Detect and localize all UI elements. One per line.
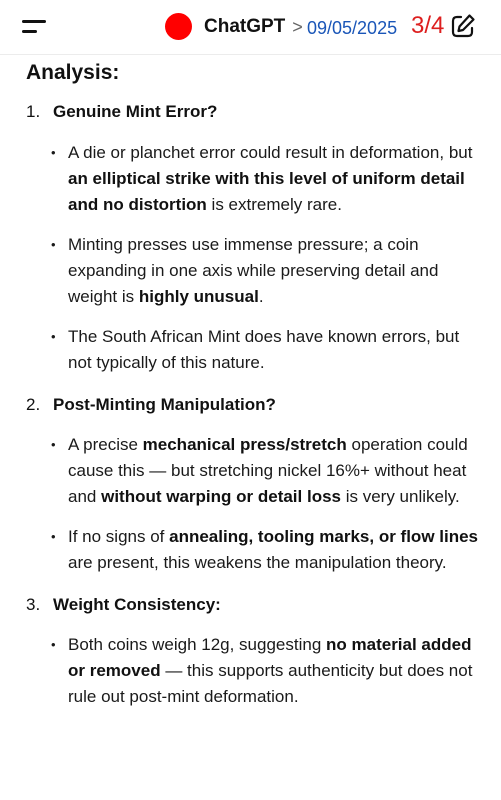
section-title bbox=[26, 393, 486, 417]
section-number: 2. bbox=[26, 395, 41, 414]
bullet-list bbox=[26, 140, 486, 376]
analysis-section bbox=[26, 100, 486, 376]
bullet-item bbox=[26, 632, 486, 710]
bullet-text: If no signs of bbox=[68, 527, 170, 546]
bullet-text: A die or planchet error could result in deformation, but bbox=[68, 143, 473, 162]
page-count: 3/4 bbox=[411, 12, 445, 39]
bold-text: highly unusual bbox=[138, 287, 259, 306]
message-content bbox=[26, 58, 486, 710]
bullet-marker: • bbox=[51, 329, 56, 344]
bullet-text: operation could cause this — but stretching nickel 16%+ without heat and bbox=[68, 435, 468, 506]
bullet-text: Both coins weigh 12g, suggesting bbox=[68, 635, 327, 654]
bullet-marker: • bbox=[51, 237, 56, 252]
analysis-section bbox=[26, 393, 486, 576]
edit-icon-svg bbox=[450, 13, 476, 39]
bullet-text: Minting presses use immense pressure; a coin expanding in one axis while preserving detail and weight is bbox=[68, 235, 439, 306]
section-title-text: Post-Minting Manipulation? bbox=[53, 395, 276, 414]
top-bar bbox=[0, 0, 501, 55]
section-title-text: Weight Consistency: bbox=[53, 595, 221, 614]
bullet-text: is very unlikely. bbox=[341, 487, 460, 506]
bullet-item bbox=[26, 324, 486, 376]
section-title bbox=[26, 100, 486, 124]
bullet-text: The South African Mint does have known errors, but not typically of this nature. bbox=[68, 327, 460, 372]
bullet-text: is extremely rare. bbox=[206, 195, 342, 214]
model-name: ChatGPT bbox=[204, 16, 286, 37]
menu-icon[interactable] bbox=[22, 17, 52, 39]
bullet-marker: • bbox=[51, 637, 56, 652]
menu-line bbox=[22, 30, 37, 33]
date-link[interactable]: 09/05/2025 bbox=[307, 18, 398, 38]
bullet-item bbox=[26, 140, 486, 218]
bullet-item bbox=[26, 524, 486, 576]
status-dot bbox=[165, 13, 192, 40]
model-switcher[interactable] bbox=[204, 14, 303, 40]
bullet-marker: • bbox=[51, 529, 56, 544]
analysis-heading: Analysis: bbox=[26, 61, 120, 84]
bullet-list bbox=[26, 632, 486, 710]
bullet-item bbox=[26, 232, 486, 310]
section-number: 1. bbox=[26, 102, 41, 121]
chevron-right-icon: > bbox=[292, 17, 303, 37]
menu-line bbox=[22, 20, 46, 23]
bold-text: an elliptical strike with this level of uniform detail and no distortion bbox=[68, 169, 465, 214]
bullet-text: — this supports authenticity but does not rule out post-mint deformation. bbox=[68, 661, 473, 706]
bold-text: no material added or removed bbox=[68, 635, 472, 680]
bullet-marker: • bbox=[51, 145, 56, 160]
bullet-item bbox=[26, 432, 486, 510]
bold-text: annealing, tooling marks, or flow lines bbox=[169, 527, 479, 546]
bold-text: without warping or detail loss bbox=[101, 487, 341, 506]
bullet-text: A precise bbox=[68, 435, 143, 454]
bullet-text: are present, this weakens the manipulation theory. bbox=[68, 553, 447, 572]
bullet-list bbox=[26, 432, 486, 576]
bullet-text: . bbox=[258, 287, 264, 306]
edit-icon[interactable] bbox=[450, 13, 476, 39]
bullet-marker: • bbox=[51, 437, 56, 452]
bold-text: mechanical press/stretch bbox=[142, 435, 347, 454]
section-title bbox=[26, 593, 486, 617]
section-number: 3. bbox=[26, 595, 41, 614]
analysis-section bbox=[26, 593, 486, 710]
section-title-text: Genuine Mint Error? bbox=[53, 102, 218, 121]
